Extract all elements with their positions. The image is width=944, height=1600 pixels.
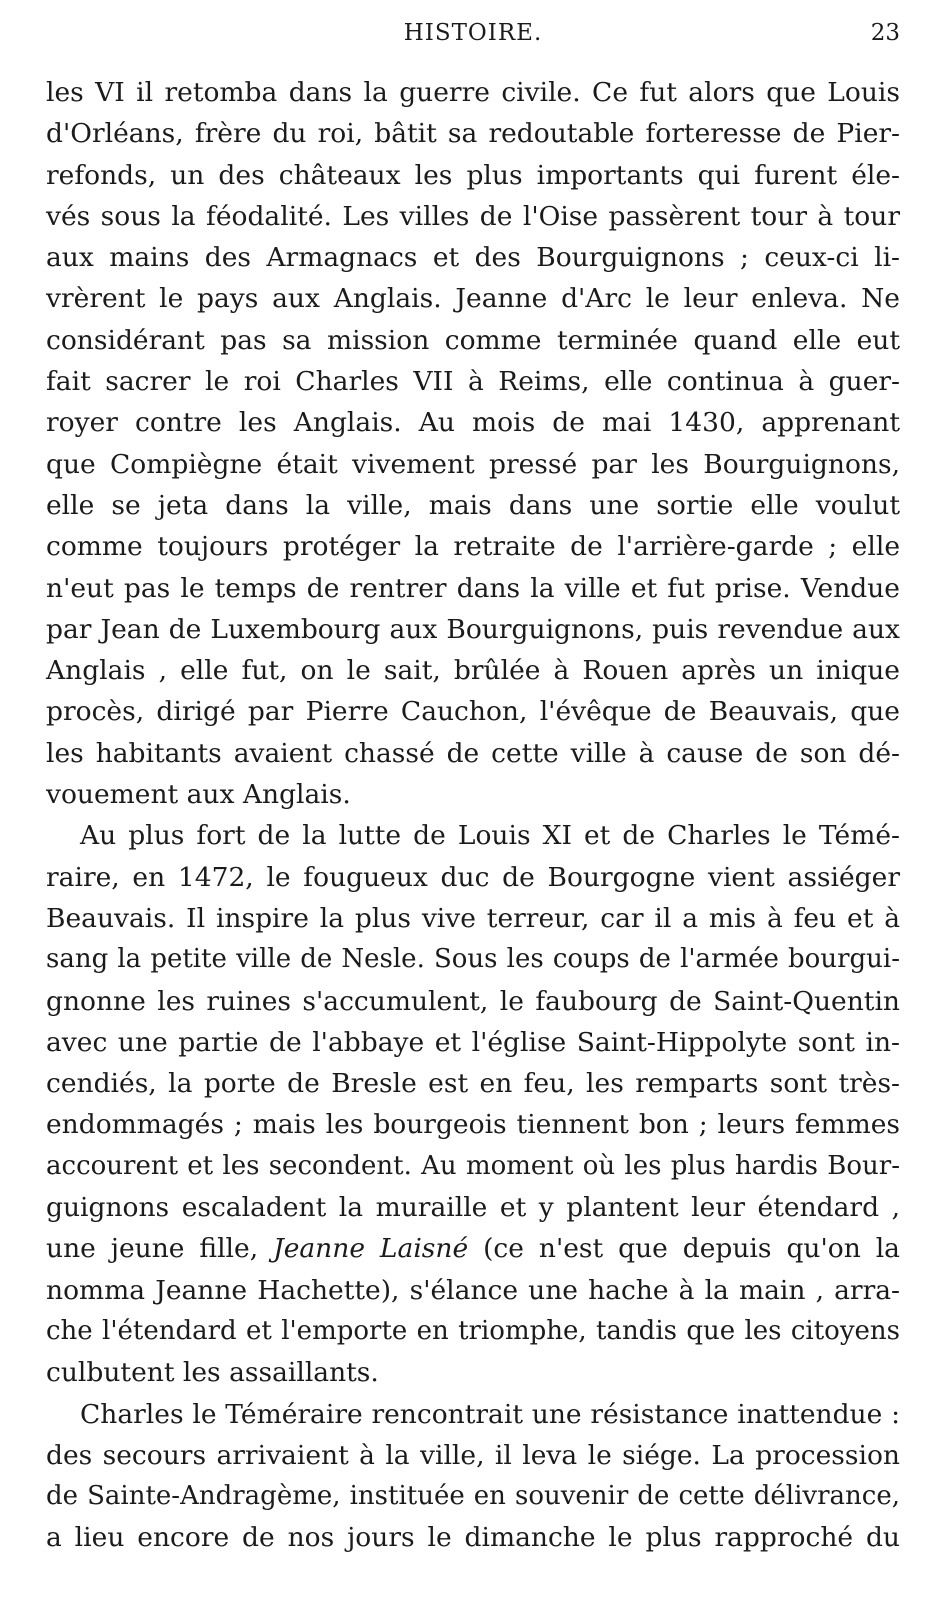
running-head [46, 20, 900, 50]
text-line: procès, dirigé par Pierre Cauchon, l'évêque de Beauvais, que [46, 696, 900, 728]
text-line: nomma Jeanne Hachette), s'élance une hache à la main , arra- [46, 1274, 900, 1306]
text-line: les VI il retomba dans la guerre civile. Ce fut alors que Louis [46, 77, 900, 108]
italic-name: Jeanne Laisné [273, 1233, 469, 1265]
text-line: culbutent les assaillants. [46, 1357, 379, 1389]
text-line: vés sous la féodalité. Les villes de l'Oise passèrent tour à tour [46, 200, 900, 232]
paragraph-3 [46, 1394, 900, 1559]
text-line: a lieu encore de nos jours le dimanche le plus rapproché du [46, 1522, 900, 1554]
text-line: Beauvais. Il inspire la plus vive terreur, car il a mis à feu et à [46, 902, 900, 934]
text-line: Au plus fort de la lutte de Louis XI et de Charles le Témé- [80, 820, 900, 852]
paragraph-2 [46, 815, 900, 1393]
text-line: refonds, un des châteaux les plus importants qui furent éle- [46, 159, 900, 191]
text-line: par Jean de Luxembourg aux Bourguignons, puis revendue aux [46, 613, 900, 645]
text-line: cendiés, la porte de Bresle est en feu, les remparts sont très- [46, 1068, 900, 1100]
page-number: 23 [870, 20, 900, 46]
text-line: raire, en 1472, le fougueux duc de Bourgogne vient assiéger [46, 861, 900, 893]
text-line: royer contre les Anglais. Au mois de mai 1430, apprenant [46, 407, 900, 439]
text-line: d'Orléans, frère du roi, bâtit sa redoutable forteresse de Pier- [46, 118, 900, 150]
text-line: vouement aux Anglais. [46, 779, 351, 811]
text-line: comme toujours protéger la retraite de l'arrière-garde ; elle [46, 531, 900, 563]
text-line: que Compiègne était vivement pressé par les Bourguignons, [46, 448, 900, 480]
text-line-with-italic [46, 1228, 900, 1269]
text-line: les habitants avaient chassé de cette ville à cause de son dé- [46, 737, 900, 769]
running-title: HISTOIRE. [403, 20, 543, 46]
text-line: Anglais , elle fut, on le sait, brûlée à Rouen après un inique [46, 655, 900, 687]
text-fragment: (ce n'est que depuis qu'on la [468, 1233, 900, 1265]
text-line: che l'étendard et l'emporte en triomphe, tandis que les citoyens [46, 1315, 900, 1346]
text-line: considérant pas sa mission comme terminée quand elle eut [46, 324, 900, 356]
text-line: avec une partie de l'abbaye et l'église Saint-Hippolyte sont in- [46, 1026, 900, 1058]
text-fragment: une jeune fille, [46, 1233, 274, 1265]
body-text [46, 72, 900, 1559]
paragraph-1 [46, 72, 900, 815]
text-line: des secours arrivaient à la ville, il leva le siége. La procession [46, 1439, 900, 1471]
text-line: aux mains des Armagnacs et des Bourguignons ; ceux-ci li- [46, 242, 900, 274]
text-line: de Sainte-Andragème, instituée en souvenir de cette délivrance, [46, 1481, 900, 1512]
text-line: fait sacrer le roi Charles VII à Reims, elle continua à guer- [46, 366, 900, 398]
text-line: endommagés ; mais les bourgeois tiennent bon ; leurs femmes [46, 1109, 900, 1141]
text-line: gnonne les ruines s'accumulent, le faubourg de Saint-Quentin [46, 985, 900, 1017]
text-line: vrèrent le pays aux Anglais. Jeanne d'Arc le leur enleva. Ne [46, 283, 900, 315]
text-line: Charles le Téméraire rencontrait une résistance inattendue : [80, 1398, 900, 1430]
text-line: accourent et les secondent. Au moment où les plus hardis Bour- [46, 1150, 900, 1181]
text-line: sang la petite ville de Nesle. Sous les coups de l'armée bourgui- [46, 944, 900, 975]
text-line: guignons escaladent la muraille et y plantent leur étendard , [46, 1192, 900, 1224]
text-line: elle se jeta dans la ville, mais dans une sortie elle voulut [46, 489, 900, 521]
text-line: n'eut pas le temps de rentrer dans la ville et fut prise. Vendue [46, 572, 900, 604]
